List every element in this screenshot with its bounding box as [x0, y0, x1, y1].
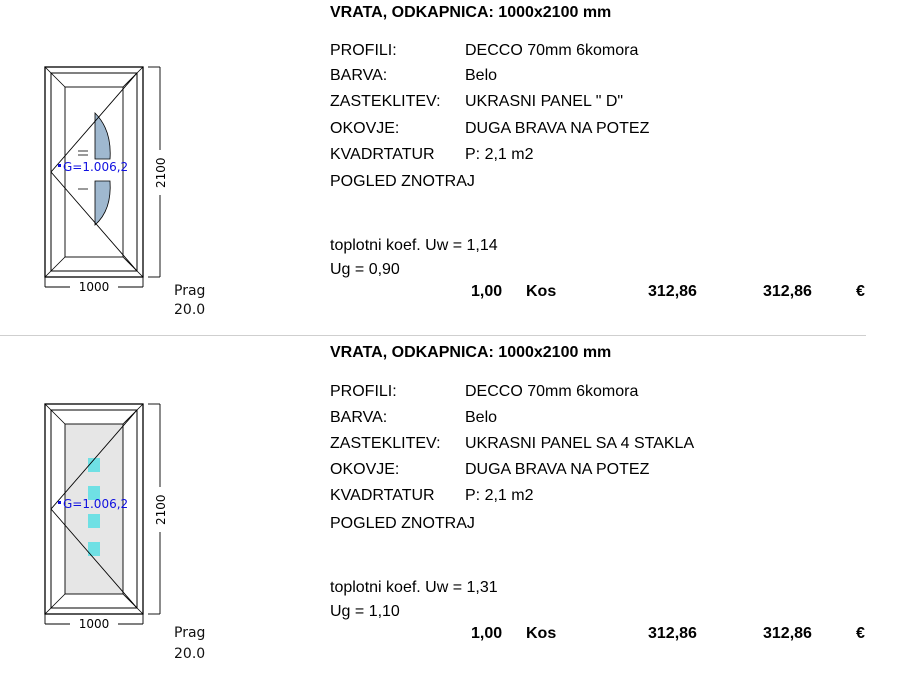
spec-value: UKRASNI PANEL " D"	[465, 93, 624, 110]
spec-label: KVADRTATUR	[330, 146, 435, 163]
unit-price: 312,86	[648, 283, 697, 300]
prag-label: Prag	[174, 625, 206, 641]
spec-value: Belo	[465, 67, 498, 84]
total-price: 312,86	[763, 283, 812, 300]
total-price: 312,86	[763, 625, 812, 642]
height-dimension: 2100	[154, 494, 168, 525]
view-text: POGLED ZNOTRAJ	[330, 173, 475, 190]
spec-label: KVADRTATUR	[330, 487, 435, 504]
height-dimension: 2100	[154, 157, 168, 188]
door-drawing	[30, 392, 180, 637]
handle-marker	[58, 501, 61, 504]
spec-value: DUGA BRAVA NA POTEZ	[465, 120, 650, 137]
door-drawing	[30, 55, 180, 300]
unit: Kos	[526, 283, 557, 300]
item-title: VRATA, ODKAPNICA: 1000x2100 mm	[330, 4, 612, 21]
ug-text: Ug = 1,10	[330, 603, 400, 620]
spec-label: BARVA:	[330, 67, 388, 84]
handle-label: G=1.006,2	[63, 497, 129, 511]
spec-value: DECCO 70mm 6komora	[465, 42, 639, 59]
spec-value: Belo	[465, 409, 498, 426]
prag-value: 20.0	[174, 302, 206, 318]
prag-label: Prag	[174, 283, 206, 299]
handle-label: G=1.006,2	[63, 160, 129, 174]
unit-price: 312,86	[648, 625, 697, 642]
item-title: VRATA, ODKAPNICA: 1000x2100 mm	[330, 344, 612, 361]
handle-marker	[58, 164, 61, 167]
width-dimension: 1000	[78, 280, 110, 294]
ug-text: Ug = 0,90	[330, 261, 400, 278]
spec-label: ZASTEKLITEV:	[330, 93, 441, 110]
width-dimension: 1000	[78, 617, 110, 631]
unit: Kos	[526, 625, 557, 642]
currency: €	[856, 283, 865, 300]
thermal-text: toplotni koef. Uw = 1,14	[330, 237, 498, 254]
spec-label: ZASTEKLITEV:	[330, 435, 441, 452]
spec-value: P: 2,1 m2	[465, 146, 534, 163]
spec-label: PROFILI:	[330, 42, 397, 59]
item-separator	[0, 335, 866, 336]
spec-value: UKRASNI PANEL SA 4 STAKLA	[465, 435, 695, 452]
spec-label: BARVA:	[330, 409, 388, 426]
spec-label: OKOVJE:	[330, 120, 400, 137]
spec-label: PROFILI:	[330, 383, 397, 400]
spec-value: DECCO 70mm 6komora	[465, 383, 639, 400]
currency: €	[856, 625, 865, 642]
quantity: 1,00	[471, 625, 503, 642]
thermal-text: toplotni koef. Uw = 1,31	[330, 579, 498, 596]
quantity: 1,00	[471, 283, 503, 300]
glass-square	[88, 514, 100, 528]
spec-value: DUGA BRAVA NA POTEZ	[465, 461, 650, 478]
quote-item-2	[0, 337, 917, 674]
prag-value: 20.0	[174, 646, 206, 662]
view-text: POGLED ZNOTRAJ	[330, 515, 475, 532]
spec-label: OKOVJE:	[330, 461, 400, 478]
spec-value: P: 2,1 m2	[465, 487, 534, 504]
